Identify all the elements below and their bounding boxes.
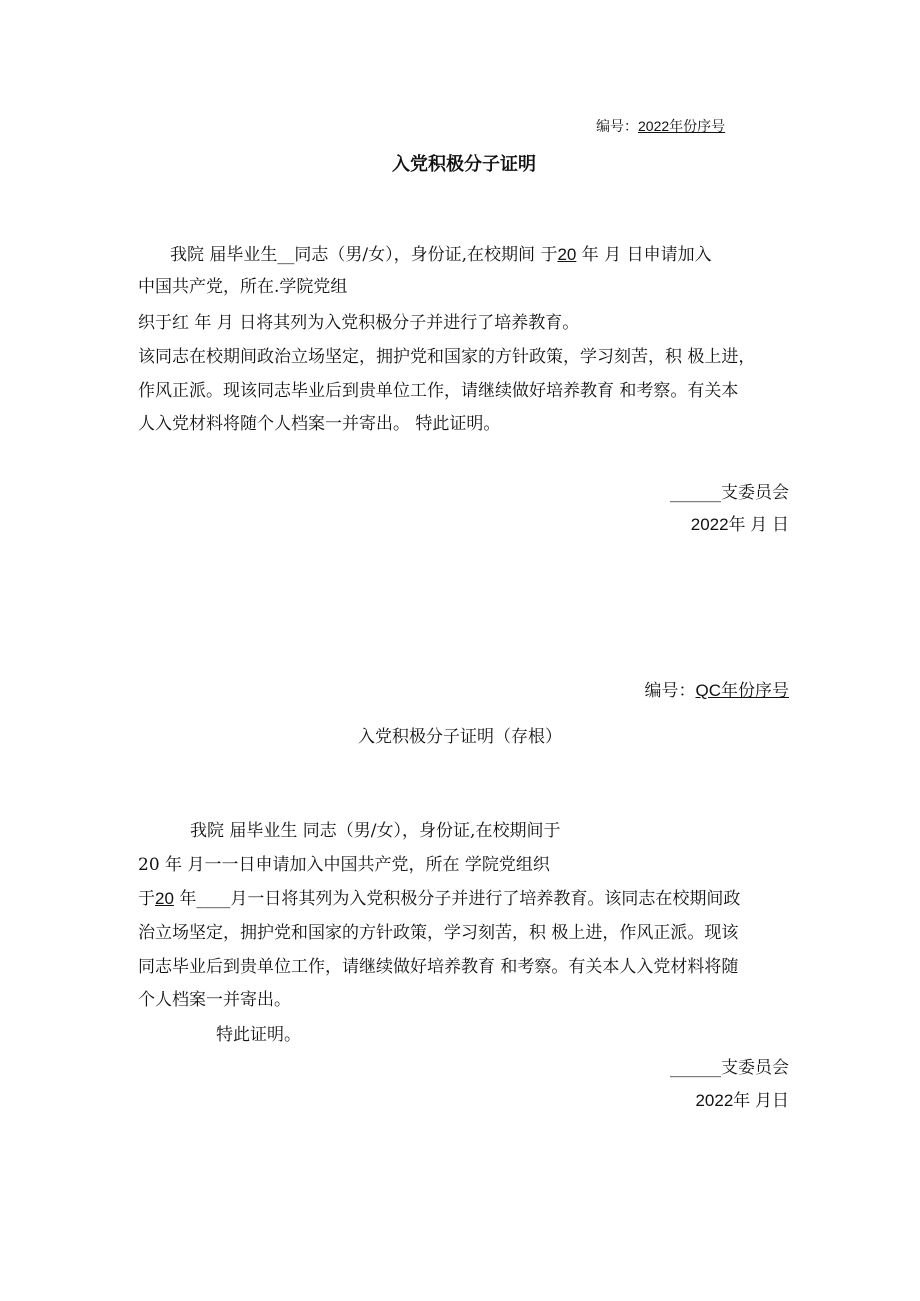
cert1-paragraph-line-6: 人入党材料将随个人档案一并寄出。 特此证明。 bbox=[138, 414, 501, 434]
cert1-paragraph-line-4: 该同志在校期间政治立场坚定，拥护党和国家的方针政策，学习刻苦，积 极上进， bbox=[138, 347, 756, 367]
cert2-line3-text-a: 于 bbox=[138, 889, 155, 909]
cert1-sign-blank: ______ bbox=[670, 483, 721, 503]
cert2-paragraph-line-2: 20 年 月一一日申请加入中国共产党，所在 学院党组织 bbox=[138, 855, 550, 875]
cert2-number bbox=[645, 676, 790, 701]
cert2-paragraph-line-5: 同志毕业后到贵单位工作，请继续做好培养教育 和考察。有关本人入党材料将随 bbox=[138, 957, 739, 977]
cert2-number-value: QC年份序号 bbox=[695, 681, 789, 700]
cert1-date: 2022年 月 日 bbox=[690, 515, 789, 534]
cert2-paragraph-line-6: 个人档案一并寄出。 bbox=[138, 990, 291, 1010]
cert1-paragraph-line-3: 织于红 年 月 日将其列为入党积极分子并进行了培养教育。 bbox=[138, 313, 580, 333]
cert1-sign-org: 支委员会 bbox=[721, 483, 789, 503]
cert1-p1-text-a: 我院 届毕业生__同志（男/女），身份证,在校期间 于 bbox=[170, 245, 558, 265]
cert2-date: 2022年 月日 bbox=[695, 1091, 789, 1110]
cert2-paragraph-line-4: 治立场坚定，拥护党和国家的方针政策，学习刻苦，积 极上进，作风正派。现该 bbox=[138, 923, 739, 943]
cert2-title: 入党积极分子证明（存根） bbox=[358, 727, 562, 747]
cert1-paragraph-line-2: 中国共产党，所在.学院党组 bbox=[138, 277, 348, 297]
cert2-number-label: 编号： bbox=[644, 681, 696, 701]
cert1-signature bbox=[670, 478, 789, 503]
cert1-p1-year: 20 bbox=[557, 245, 577, 264]
cert2-paragraph-line-1: 我院 届毕业生 同志（男/女），身份证,在校期间于 bbox=[190, 821, 561, 841]
cert1-p1-text-b: 年 月 日申请加入 bbox=[576, 245, 712, 265]
cert2-paragraph-line-3 bbox=[138, 884, 740, 909]
cert2-sign-org: 支委员会 bbox=[721, 1058, 789, 1078]
cert2-line3-text-b: 年____月一日将其列为入党积极分子并进行了培养教育。该同志在校期间政 bbox=[173, 889, 741, 909]
cert1-number bbox=[596, 116, 725, 136]
cert1-number-value: 2022年份序号 bbox=[638, 118, 726, 134]
cert2-closing: 特此证明。 bbox=[216, 1025, 301, 1045]
cert1-paragraph-line-1 bbox=[170, 240, 712, 265]
cert1-paragraph-line-5: 作风正派。现该同志毕业后到贵单位工作，请继续做好培养教育 和考察。有关本 bbox=[138, 381, 739, 401]
cert2-sign-blank: ______ bbox=[670, 1058, 721, 1078]
cert2-line3-year: 20 bbox=[155, 889, 174, 908]
cert2-signature bbox=[670, 1053, 789, 1078]
cert1-number-label: 编号： bbox=[596, 119, 638, 135]
cert1-title: 入党积极分子证明 bbox=[392, 154, 536, 175]
